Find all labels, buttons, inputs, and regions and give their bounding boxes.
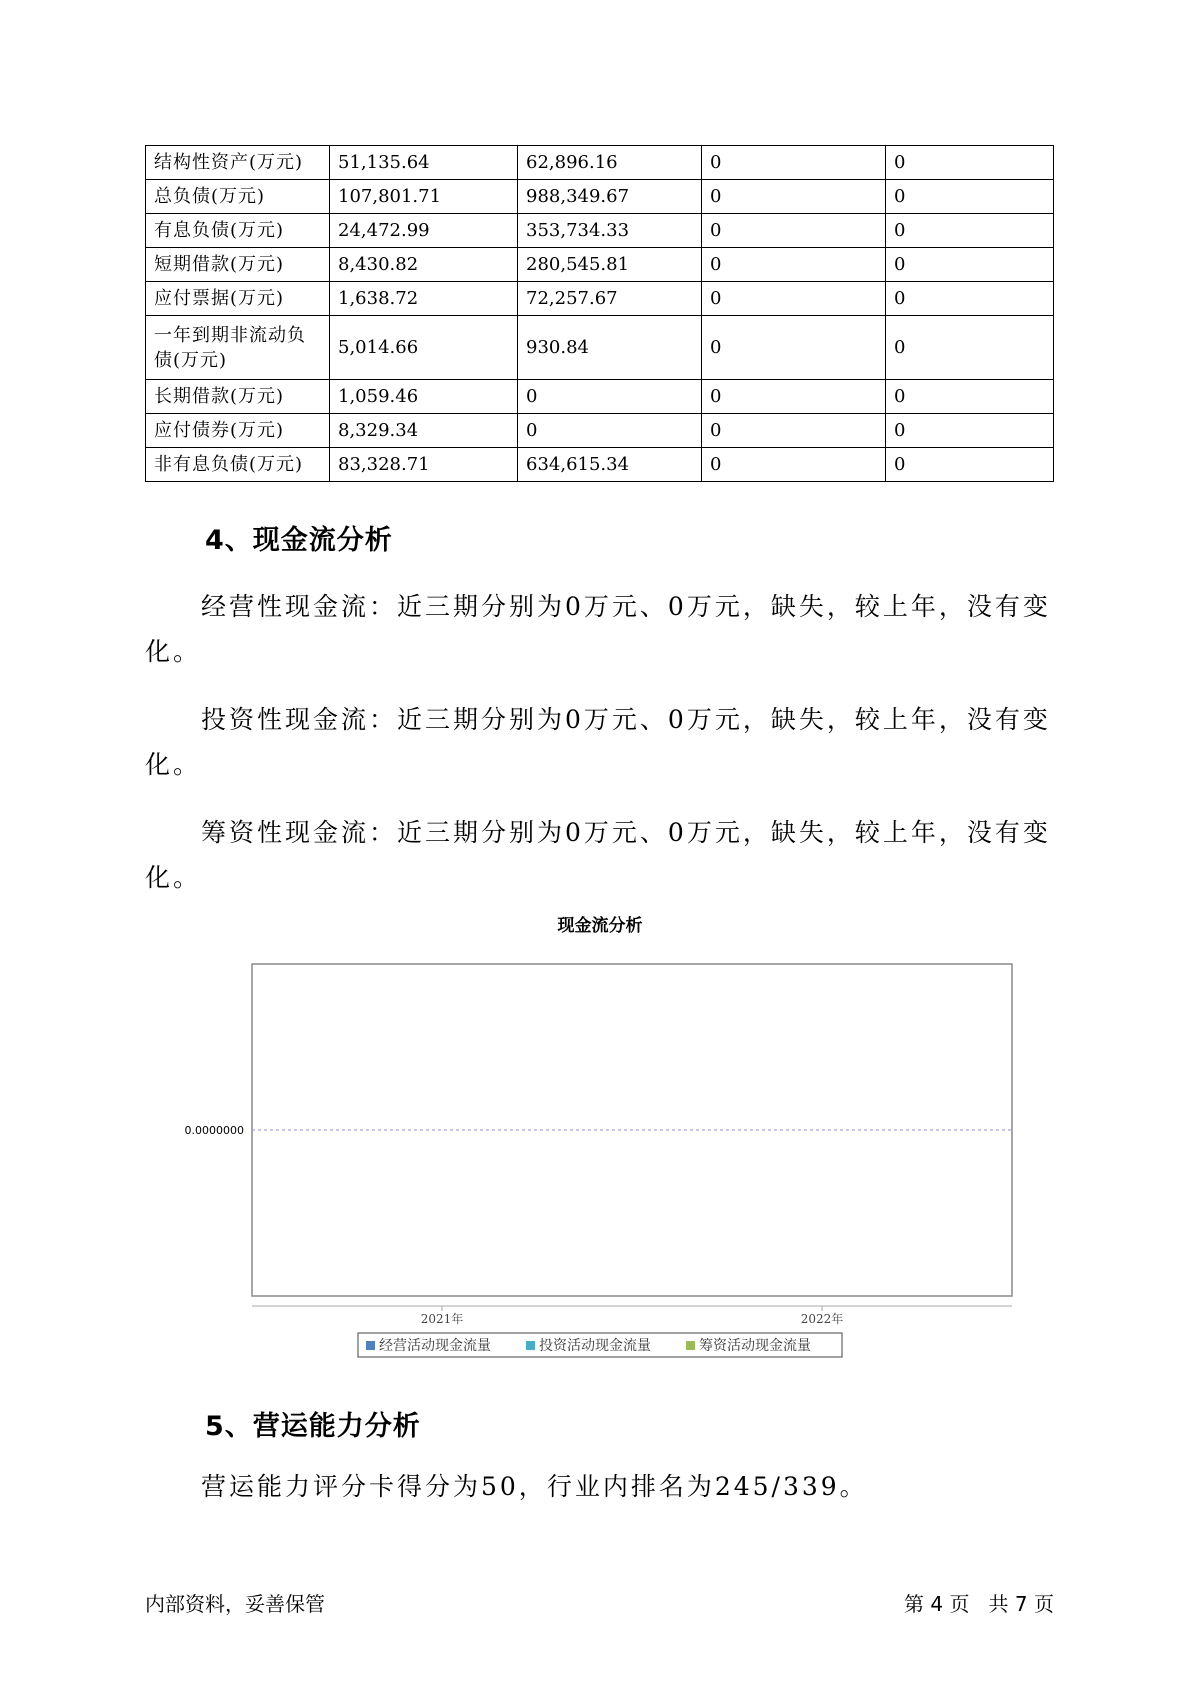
table-row — [146, 414, 1054, 448]
table-row — [146, 380, 1054, 414]
table-cell: 0 — [886, 214, 1054, 248]
financing-cashflow-paragraph: 筹资性现金流：近三期分别为0万元、0万元，缺失，较上年，没有变化。 — [145, 818, 1051, 892]
table-row — [146, 316, 1054, 380]
row-label: 非有息负债(万元) — [146, 448, 330, 482]
row-label: 短期借款(万元) — [146, 248, 330, 282]
table-cell: 1,059.46 — [330, 380, 518, 414]
table-cell: 62,896.16 — [518, 146, 702, 180]
row-label: 有息负债(万元) — [146, 214, 330, 248]
table-cell: 0 — [702, 316, 886, 380]
table-cell: 988,349.67 — [518, 180, 702, 214]
table-cell: 5,014.66 — [330, 316, 518, 380]
table-cell: 8,329.34 — [330, 414, 518, 448]
row-label: 应付票据(万元) — [146, 282, 330, 316]
legend-label: 投资活动现金流量 — [539, 1338, 651, 1354]
table-cell: 930.84 — [518, 316, 702, 380]
table-cell: 0 — [886, 248, 1054, 282]
row-label: 结构性资产(万元) — [146, 146, 330, 180]
row-label: 总负债(万元) — [146, 180, 330, 214]
legend-swatch — [686, 1341, 695, 1350]
table-cell: 0 — [702, 414, 886, 448]
table-cell: 0 — [702, 282, 886, 316]
table-cell: 8,430.82 — [330, 248, 518, 282]
section-4-heading: 4、现金流分析 — [205, 525, 393, 556]
table-cell: 0 — [886, 282, 1054, 316]
table-cell: 0 — [886, 180, 1054, 214]
x-tick-label: 2021年 — [420, 1312, 464, 1326]
legend-swatch — [526, 1341, 535, 1350]
table-cell: 280,545.81 — [518, 248, 702, 282]
table-cell: 0 — [886, 146, 1054, 180]
table-cell: 24,472.99 — [330, 214, 518, 248]
row-label: 一年到期非流动负债(万元) — [146, 316, 330, 380]
financial-table-body — [146, 146, 1054, 482]
table-cell: 51,135.64 — [330, 146, 518, 180]
row-label: 长期借款(万元) — [146, 380, 330, 414]
operating-cashflow-paragraph: 经营性现金流：近三期分别为0万元、0万元，缺失，较上年，没有变化。 — [145, 592, 1051, 666]
table-cell: 0 — [702, 180, 886, 214]
table-cell: 1,638.72 — [330, 282, 518, 316]
table-cell: 634,615.34 — [518, 448, 702, 482]
table-cell: 0 — [518, 380, 702, 414]
chart-legend — [358, 1333, 842, 1357]
row-label: 应付债券(万元) — [146, 414, 330, 448]
x-tick-label: 2022年 — [800, 1312, 844, 1326]
table-row — [146, 214, 1054, 248]
table-cell: 0 — [702, 146, 886, 180]
footer-page-number: 第 4 页 共 7 页 — [904, 1592, 1054, 1616]
legend-label: 筹资活动现金流量 — [699, 1338, 811, 1354]
table-row — [146, 448, 1054, 482]
table-row — [146, 180, 1054, 214]
table-row — [146, 146, 1054, 180]
legend-label: 经营活动现金流量 — [379, 1338, 491, 1354]
chart-title: 现金流分析 — [557, 916, 643, 936]
table-cell: 0 — [886, 316, 1054, 380]
table-cell: 0 — [702, 448, 886, 482]
y-tick-label: 0.0000000 — [184, 1124, 244, 1137]
table-cell: 0 — [886, 414, 1054, 448]
table-row — [146, 248, 1054, 282]
table-cell: 0 — [886, 448, 1054, 482]
legend-swatch — [366, 1341, 375, 1350]
cashflow-chart — [160, 908, 1030, 1368]
table-cell: 107,801.71 — [330, 180, 518, 214]
table-row — [146, 282, 1054, 316]
financial-table — [145, 145, 1054, 482]
operating-capacity-paragraph: 营运能力评分卡得分为50，行业内排名为245/339。 — [201, 1472, 868, 1501]
table-cell: 72,257.67 — [518, 282, 702, 316]
table-cell: 0 — [702, 214, 886, 248]
table-cell: 0 — [702, 380, 886, 414]
table-cell: 353,734.33 — [518, 214, 702, 248]
x-axis-ticks — [421, 1306, 844, 1326]
investing-cashflow-paragraph: 投资性现金流：近三期分别为0万元、0万元，缺失，较上年，没有变化。 — [145, 705, 1051, 779]
table-cell: 0 — [518, 414, 702, 448]
table-cell: 83,328.71 — [330, 448, 518, 482]
section-5-heading: 5、营运能力分析 — [205, 1411, 421, 1442]
table-cell: 0 — [886, 380, 1054, 414]
footer-confidential-note: 内部资料，妥善保管 — [145, 1592, 325, 1616]
table-cell: 0 — [702, 248, 886, 282]
